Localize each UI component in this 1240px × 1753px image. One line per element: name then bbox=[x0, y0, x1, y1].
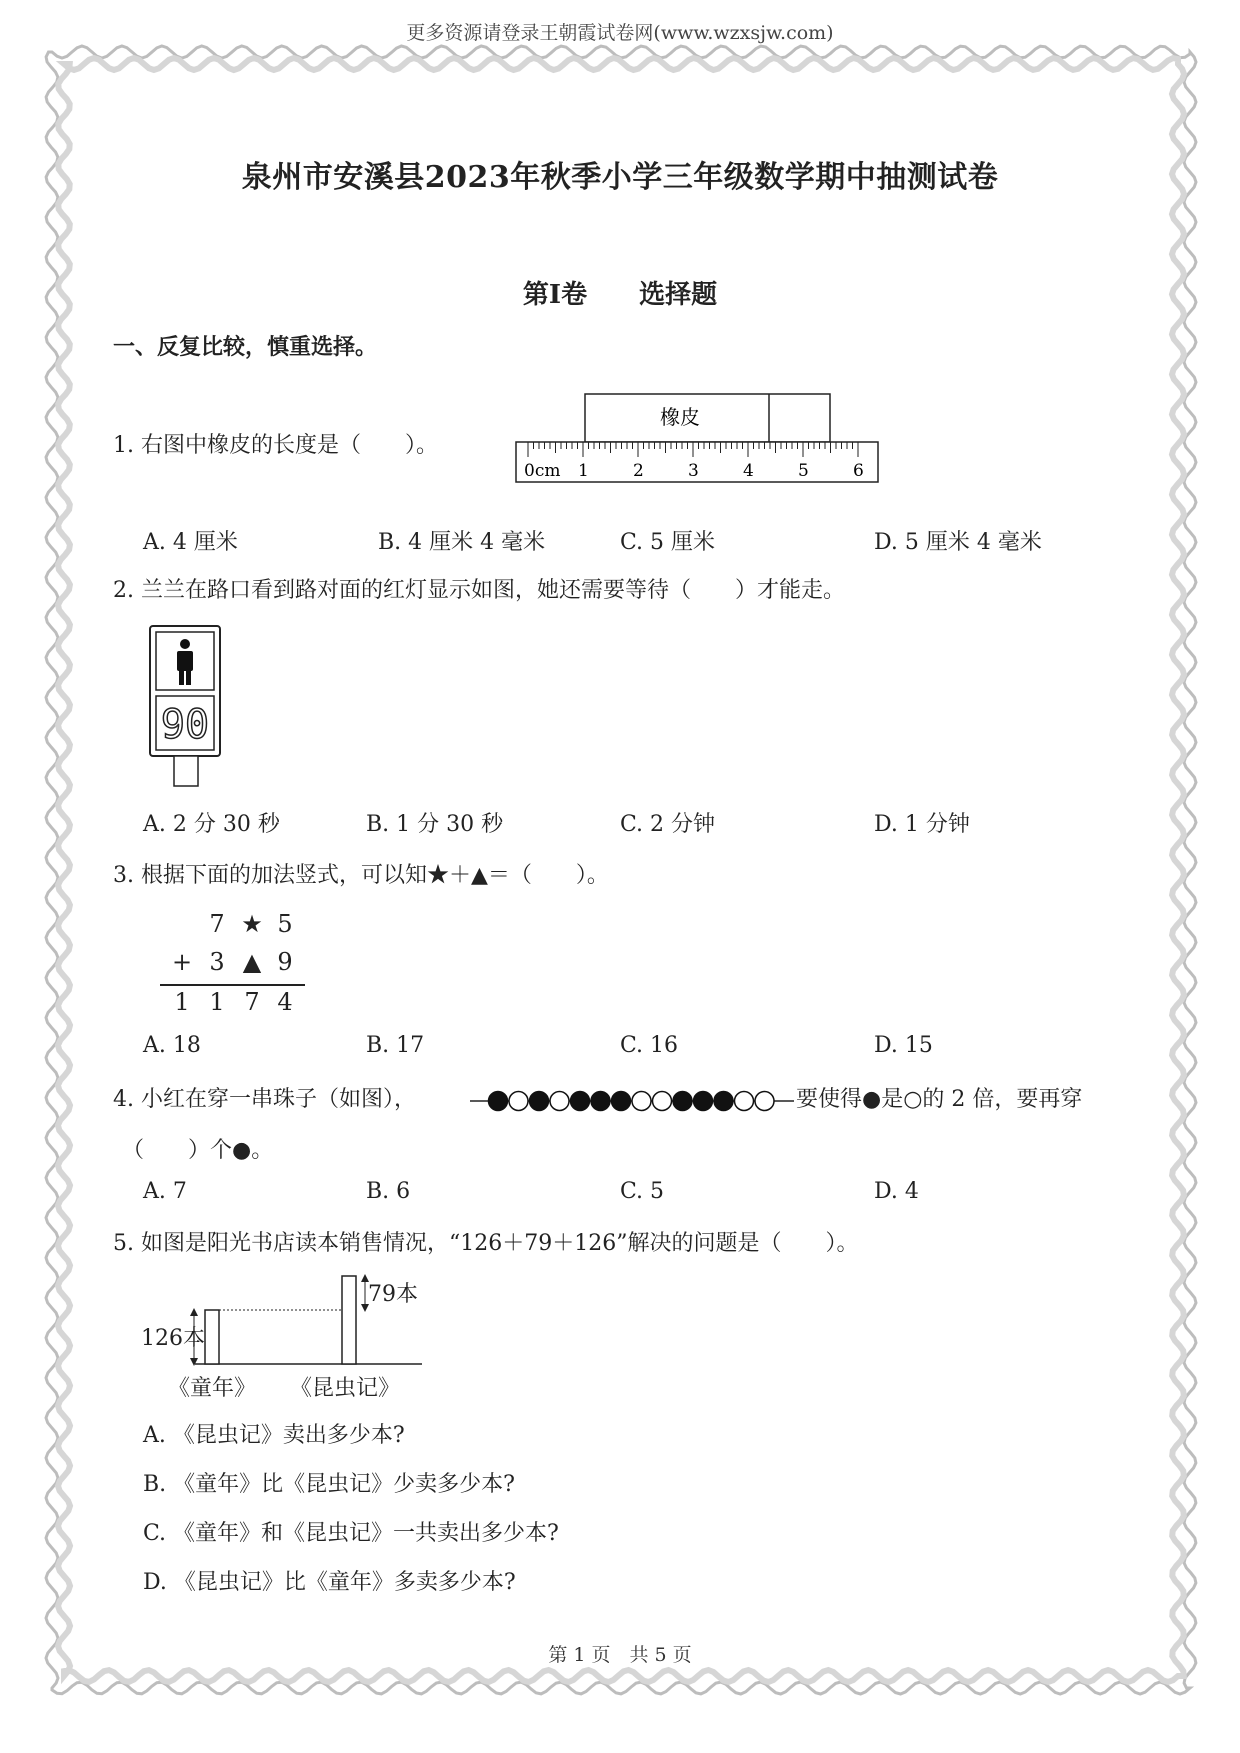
traffic-light-pole bbox=[174, 756, 198, 786]
bead-string-figure bbox=[468, 1083, 798, 1113]
bead-black bbox=[591, 1092, 610, 1111]
addend1-digit-hundreds: 7 bbox=[209, 910, 225, 938]
bead-black bbox=[571, 1092, 590, 1111]
bead-black bbox=[694, 1092, 713, 1111]
q2-option-c[interactable]: C. 2 分钟 bbox=[620, 812, 716, 837]
ruler-label: 5 bbox=[798, 461, 809, 481]
bead-black bbox=[530, 1092, 549, 1111]
q2-option-d[interactable]: D. 1 分钟 bbox=[874, 812, 970, 837]
ruler-label: 1 bbox=[578, 461, 589, 481]
book-label-kunchongji: 《昆虫记》 bbox=[290, 1376, 401, 1401]
q5-option-d[interactable]: D. 《昆虫记》比《童年》多卖多少本? bbox=[143, 1570, 516, 1595]
q1-option-a[interactable]: A. 4 厘米 bbox=[143, 530, 238, 555]
q1-option-d[interactable]: D. 5 厘米 4 毫米 bbox=[874, 530, 1042, 555]
book-label-tongnian: 《童年》 bbox=[168, 1376, 257, 1401]
q3-option-a[interactable]: A. 18 bbox=[143, 1033, 201, 1058]
question-4-stem-end: 要使得●是○的 2 倍，要再穿 bbox=[796, 1087, 1083, 1112]
label-79: 79本 bbox=[368, 1282, 418, 1307]
bead-white bbox=[509, 1092, 528, 1111]
sum-digit-1: 1 bbox=[174, 988, 190, 1016]
q4-option-a[interactable]: A. 7 bbox=[143, 1179, 187, 1204]
question-5-stem: 5. 如图是阳光书店读本销售情况，“126＋79＋126”解决的问题是（ ）。 bbox=[113, 1231, 859, 1256]
ruler-label: 3 bbox=[688, 461, 699, 481]
sum-digit-2: 1 bbox=[209, 988, 225, 1016]
q3-option-c[interactable]: C. 16 bbox=[620, 1033, 679, 1058]
q1-option-b[interactable]: B. 4 厘米 4 毫米 bbox=[378, 530, 546, 555]
q1-option-c[interactable]: C. 5 厘米 bbox=[620, 530, 716, 555]
bead-white bbox=[653, 1092, 672, 1111]
addend2-digit-ones: 9 bbox=[277, 948, 293, 976]
q3-option-b[interactable]: B. 17 bbox=[366, 1033, 425, 1058]
bar-tongnian bbox=[205, 1310, 219, 1364]
eraser-label: 橡皮 bbox=[660, 405, 700, 429]
addend2-digit-hundreds: 3 bbox=[209, 948, 225, 976]
label-126: 126本 bbox=[141, 1326, 205, 1351]
q4-option-d[interactable]: D. 4 bbox=[874, 1179, 919, 1204]
star-symbol: ★ bbox=[241, 910, 263, 938]
q5-option-c[interactable]: C. 《童年》和《昆虫记》一共卖出多少本? bbox=[143, 1521, 559, 1546]
bead-white bbox=[632, 1092, 651, 1111]
bead-white bbox=[735, 1092, 754, 1111]
triangle-symbol: ▲ bbox=[242, 948, 262, 976]
q2-option-b[interactable]: B. 1 分 30 秒 bbox=[366, 812, 504, 837]
bead-black bbox=[489, 1092, 508, 1111]
bead-black bbox=[612, 1092, 631, 1111]
q4-option-c[interactable]: C. 5 bbox=[620, 1179, 665, 1204]
q5-option-a[interactable]: A. 《昆虫记》卖出多少本? bbox=[143, 1423, 405, 1448]
sum-line bbox=[160, 984, 305, 986]
countdown-display: 90 bbox=[160, 702, 210, 748]
q2-option-a[interactable]: A. 2 分 30 秒 bbox=[143, 812, 280, 837]
ruler-figure bbox=[512, 390, 882, 490]
vertical-addition bbox=[160, 910, 310, 1020]
question-2-stem: 2. 兰兰在路口看到路对面的红灯显示如图，她还需要等待（ ）才能走。 bbox=[113, 578, 845, 603]
sum-digit-4: 4 bbox=[277, 988, 293, 1016]
page-title: 泉州市安溪县2023年秋季小学三年级数学期中抽测试卷 bbox=[241, 160, 999, 195]
q4-option-b[interactable]: B. 6 bbox=[366, 1179, 411, 1204]
addend1-digit-ones: 5 bbox=[277, 910, 293, 938]
traffic-light-figure bbox=[148, 624, 224, 790]
question-3-stem: 3. 根据下面的加法竖式，可以知★＋▲＝（ ）。 bbox=[113, 863, 609, 888]
q3-option-d[interactable]: D. 15 bbox=[874, 1033, 933, 1058]
question-4-stem-line2: （ ）个●。 bbox=[122, 1138, 274, 1163]
sum-digit-3: 7 bbox=[244, 988, 260, 1016]
bead-black bbox=[673, 1092, 692, 1111]
ruler-label: 4 bbox=[743, 461, 754, 481]
ruler-label: 0cm bbox=[524, 461, 561, 481]
question-1-stem: 1. 右图中橡皮的长度是（ ）。 bbox=[113, 433, 438, 458]
page-footer: 第 1 页 共 5 页 bbox=[548, 1644, 692, 1666]
eraser-shape bbox=[585, 394, 830, 442]
question-4-stem-start: 4. 小红在穿一串珠子（如图）， bbox=[113, 1087, 416, 1112]
bead-black bbox=[714, 1092, 733, 1111]
header-note: 更多资源请登录王朝霞试卷网(www.wzxsjw.com) bbox=[406, 22, 834, 44]
bead-white bbox=[755, 1092, 774, 1111]
section-title: 第Ⅰ卷 选择题 bbox=[522, 280, 718, 310]
ruler-label: 2 bbox=[633, 461, 644, 481]
part-heading: 一、反复比较，慎重选择。 bbox=[113, 334, 378, 360]
ruler-label: 6 bbox=[853, 461, 864, 481]
bead-white bbox=[550, 1092, 569, 1111]
bar-kunchongji bbox=[342, 1276, 356, 1364]
q5-option-b[interactable]: B. 《童年》比《昆虫记》少卖多少本? bbox=[143, 1472, 515, 1497]
plus-sign: + bbox=[171, 948, 193, 976]
